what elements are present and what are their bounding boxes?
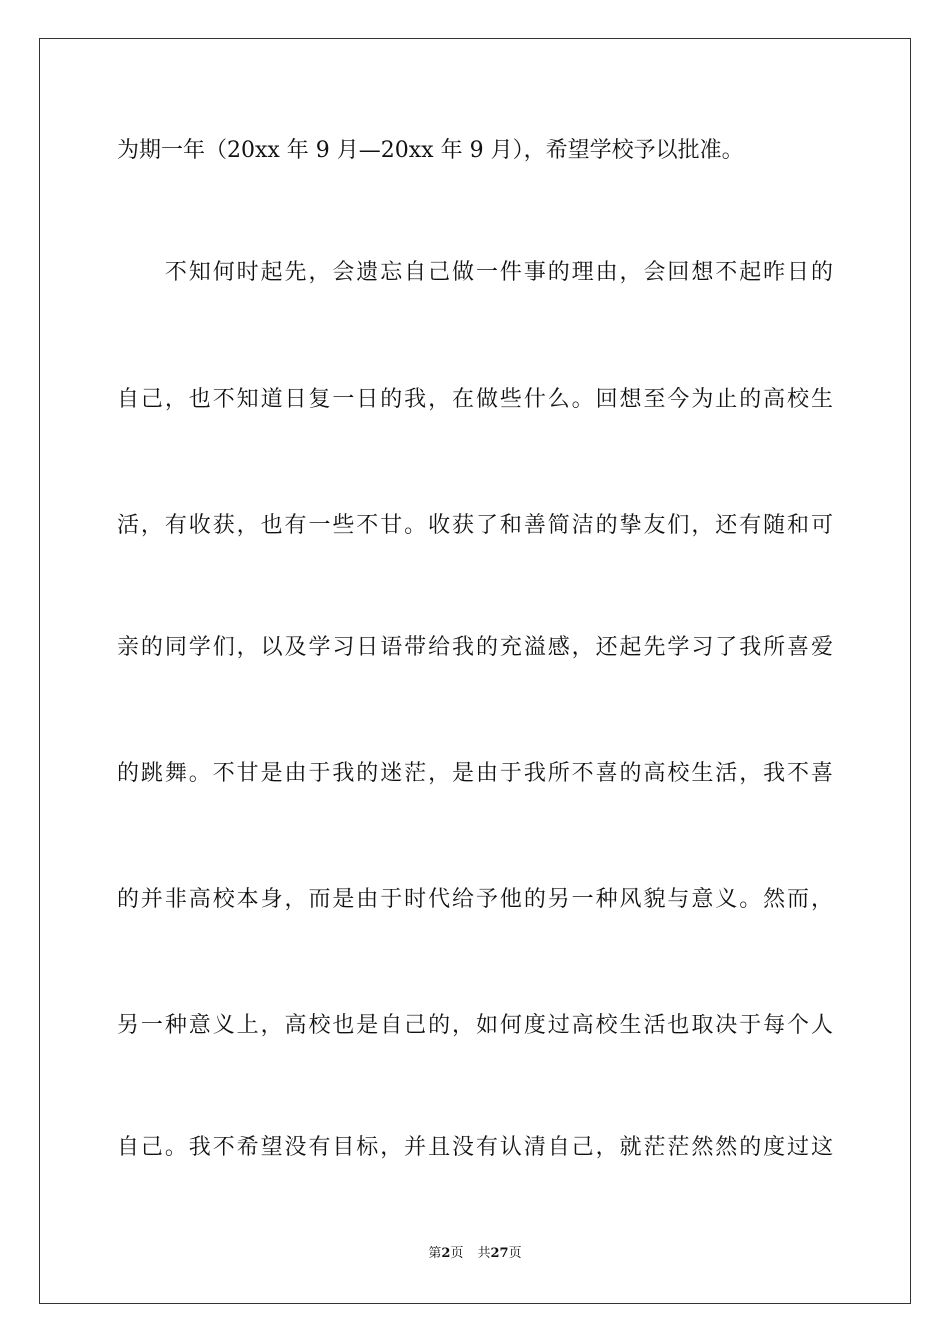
text-line-9: 自己。我不希望没有目标，并且没有认清自己，就茫茫然然的度过这 [117, 1135, 833, 1160]
text-line-2: 不知何时起先，会遗忘自己做一件事的理由，会回想不起昨日的 [117, 260, 833, 285]
footer-page-suffix: 页 [450, 1246, 464, 1261]
text-line-8: 另一种意义上，高校也是自己的，如何度过高校生活也取决于每个人 [117, 1013, 833, 1038]
text-line-4: 活，有收获，也有一些不甘。收获了和善简洁的挚友们，还有随和可 [117, 513, 833, 538]
text-line-3: 自己，也不知道日复一日的我，在做些什么。回想至今为止的高校生 [117, 387, 833, 412]
text-line-6: 的跳舞。不甘是由于我的迷茫，是由于我所不喜的高校生活，我不喜 [117, 761, 833, 786]
text-line-7: 的并非高校本身，而是由于时代给予他的另一种风貌与意义。然而， [117, 887, 833, 912]
footer-total-suffix: 页 [508, 1246, 522, 1261]
footer-total-pages: 27 [490, 1246, 509, 1261]
text-line-1: 为期一年（20xx 年 9 月—20xx 年 9 月），希望学校予以批准。 [117, 138, 744, 163]
page-footer [0, 1245, 950, 1263]
footer-total-prefix: 共 [477, 1246, 491, 1261]
text-line-5: 亲的同学们，以及学习日语带给我的充溢感，还起先学习了我所喜爱 [117, 635, 833, 660]
page-border [39, 38, 911, 1304]
footer-page-prefix: 第 [428, 1246, 442, 1261]
footer-page-number: 2 [441, 1246, 451, 1261]
